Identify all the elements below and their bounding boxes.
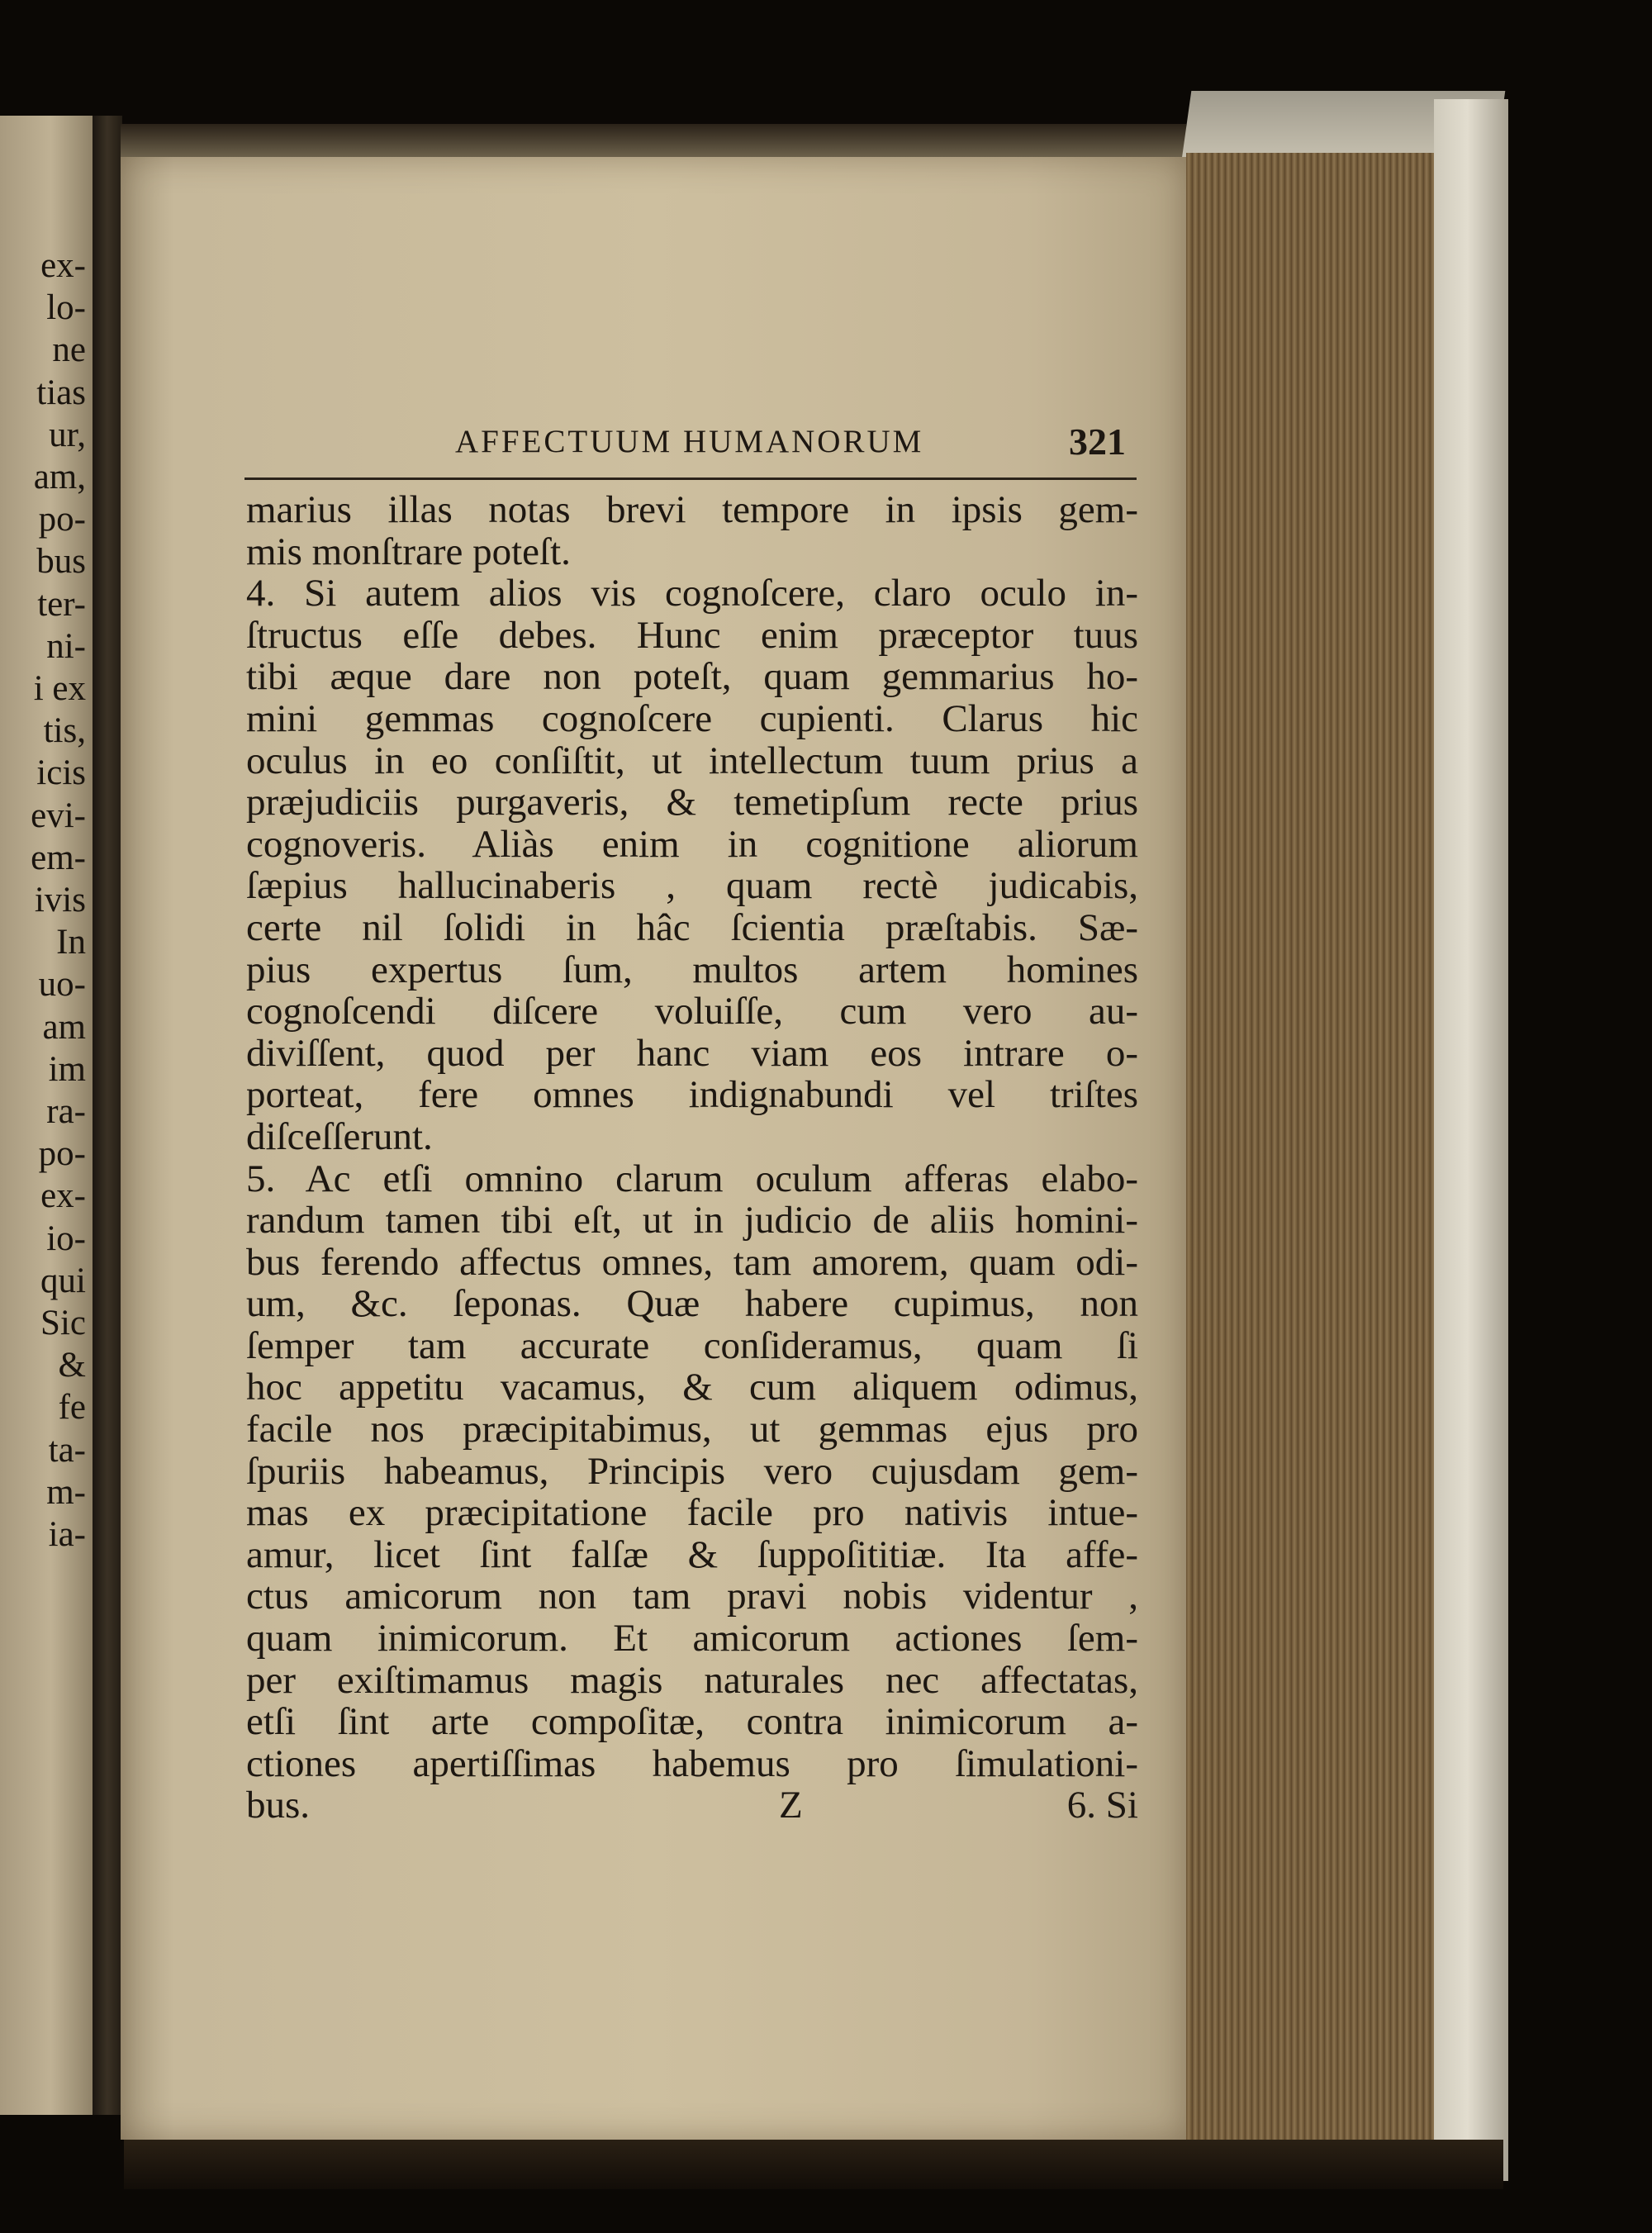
last-line (246, 1784, 1138, 1827)
left-page-fragment: ex- (40, 246, 86, 285)
left-page-fragment: In (56, 923, 86, 962)
left-page-fragment: uo- (38, 965, 86, 1005)
text-line: pius expertus ſum, multos artem homines (246, 948, 1138, 991)
text-line: oculus in eo conſiſtit, ut intellectum tuum prius a (246, 739, 1138, 782)
left-page-fragment: ivis (34, 881, 86, 919)
left-page-fragment: & (58, 1346, 86, 1385)
left-page-fragment: tis, (43, 711, 86, 751)
text-line: randum tamen tibi eſt, ut in judicio de aliis homini- (246, 1199, 1138, 1242)
left-page-fragment: tias (36, 373, 86, 412)
head-rule (244, 477, 1137, 480)
text-line: mini gemmas cognoſcere cupienti. Clarus hic (246, 696, 1138, 740)
text-line: diviſſent, quod per hanc viam eos intrare o- (246, 1031, 1138, 1075)
book-bottom-edge (124, 2140, 1503, 2189)
left-page-fragment: po- (38, 1134, 86, 1174)
book-page (121, 157, 1186, 2140)
left-page-fragment: am (42, 1007, 86, 1047)
left-page-fragment: po- (38, 500, 86, 539)
text-line: ſemper tam accurate conſideramus, quam ſi (246, 1323, 1138, 1367)
book-fore-edge (1186, 153, 1434, 2160)
left-page-fragment: bus (36, 542, 86, 582)
page-number: 321 (1069, 420, 1126, 463)
text-line: certe nil ſolidi in hâc ſcientia præſtabis. Sæ- (246, 905, 1138, 949)
left-page-fragment: io- (46, 1219, 86, 1258)
left-page-fragment: fe (58, 1388, 86, 1428)
text-line: per exiſtimamus magis naturales nec affectatas, (246, 1658, 1138, 1702)
left-page-fragment: ni- (46, 626, 86, 666)
left-page-fragment: ne (52, 330, 86, 370)
text-line: ſæpius hallucinaberis , quam rectè judicabis, (246, 864, 1138, 908)
left-page-fragment: ur, (49, 415, 86, 454)
text-line: ſtructus eſſe debes. Hunc enim præceptor tuus (246, 613, 1138, 657)
text-line: ctus amicorum non tam pravi nobis videntur , (246, 1575, 1138, 1618)
body-text (246, 489, 1138, 1827)
left-page-fragment: ter- (37, 584, 86, 624)
text-line: cognoſcendi diſcere voluiſſe, cum vero au- (246, 990, 1138, 1033)
left-page-fragment: am, (33, 458, 86, 496)
left-page-fragment: lo- (46, 288, 86, 328)
text-line: 4. Si autem alios vis cognoſcere, claro oculo in- (246, 572, 1138, 615)
text-line: ſpuriis habeamus, Principis vero cujusdam gem- (246, 1449, 1138, 1493)
left-page-fragment: ia- (48, 1515, 86, 1554)
left-page-fragment: qui (40, 1261, 86, 1300)
book-cover-edge (1434, 99, 1508, 2181)
left-page-fragment: i ex (33, 669, 86, 708)
text-line: amur, licet ſint falſæ & ſuppoſititiæ. Ita affe- (246, 1532, 1138, 1576)
running-head: AFFECTUUM HUMANORUM (455, 424, 924, 459)
left-page-fragment: m- (46, 1472, 86, 1512)
book-gutter (93, 116, 122, 2115)
signature-mark: Z (779, 1784, 803, 1827)
text-line: bus ferendo affectus omnes, tam amorem, quam odi- (246, 1240, 1138, 1284)
text-line: um, &c. ſeponas. Quæ habere cupimus, non (246, 1282, 1138, 1326)
text-line: marius illas notas brevi tempore in ipsis gem- (246, 488, 1138, 531)
catchword: 6. Si (1066, 1784, 1138, 1827)
text-line: mis monſtrare poteſt. (246, 530, 571, 573)
text-line: præjudiciis purgaveris, & temetipſum recte prius (246, 781, 1138, 824)
text-line: cognoveris. Aliàs enim in cognitione aliorum (246, 822, 1138, 866)
left-page-fragment: icis (36, 753, 86, 793)
left-page-fragment: ra- (46, 1092, 86, 1131)
left-page-fragment: ta- (48, 1430, 86, 1470)
text-line: facile nos præcipitabimus, ut gemmas ejus pro (246, 1408, 1138, 1451)
text-line: porteat, fere omnes indignabundi vel triſtes (246, 1073, 1138, 1117)
last-line-text: bus. (246, 1784, 311, 1827)
left-page-edge (0, 116, 93, 2115)
text-line: mas ex præcipitatione facile pro nativis intue- (246, 1491, 1138, 1535)
text-line: tibi æque dare non poteſt, quam gemmarius ho- (246, 655, 1138, 699)
text-line: hoc appetitu vacamus, & cum aliquem odimus, (246, 1366, 1138, 1409)
left-page-fragment: ex- (40, 1176, 86, 1216)
text-line: 5. Ac etſi omnino clarum oculum afferas elabo- (246, 1157, 1138, 1200)
text-line: etſi ſint arte compoſitæ, contra inimicorum a- (246, 1700, 1138, 1744)
left-page-fragment: em- (31, 838, 86, 877)
left-page-fragment: Sic (40, 1304, 86, 1342)
left-page-fragment: im (48, 1049, 86, 1089)
text-line: diſceſſerunt. (246, 1114, 433, 1158)
text-line: quam inimicorum. Et amicorum actiones ſem- (246, 1617, 1138, 1660)
left-page-fragment: evi- (31, 796, 86, 835)
text-line: ctiones apertiſſimas habemus pro ſimulationi- (246, 1741, 1138, 1785)
